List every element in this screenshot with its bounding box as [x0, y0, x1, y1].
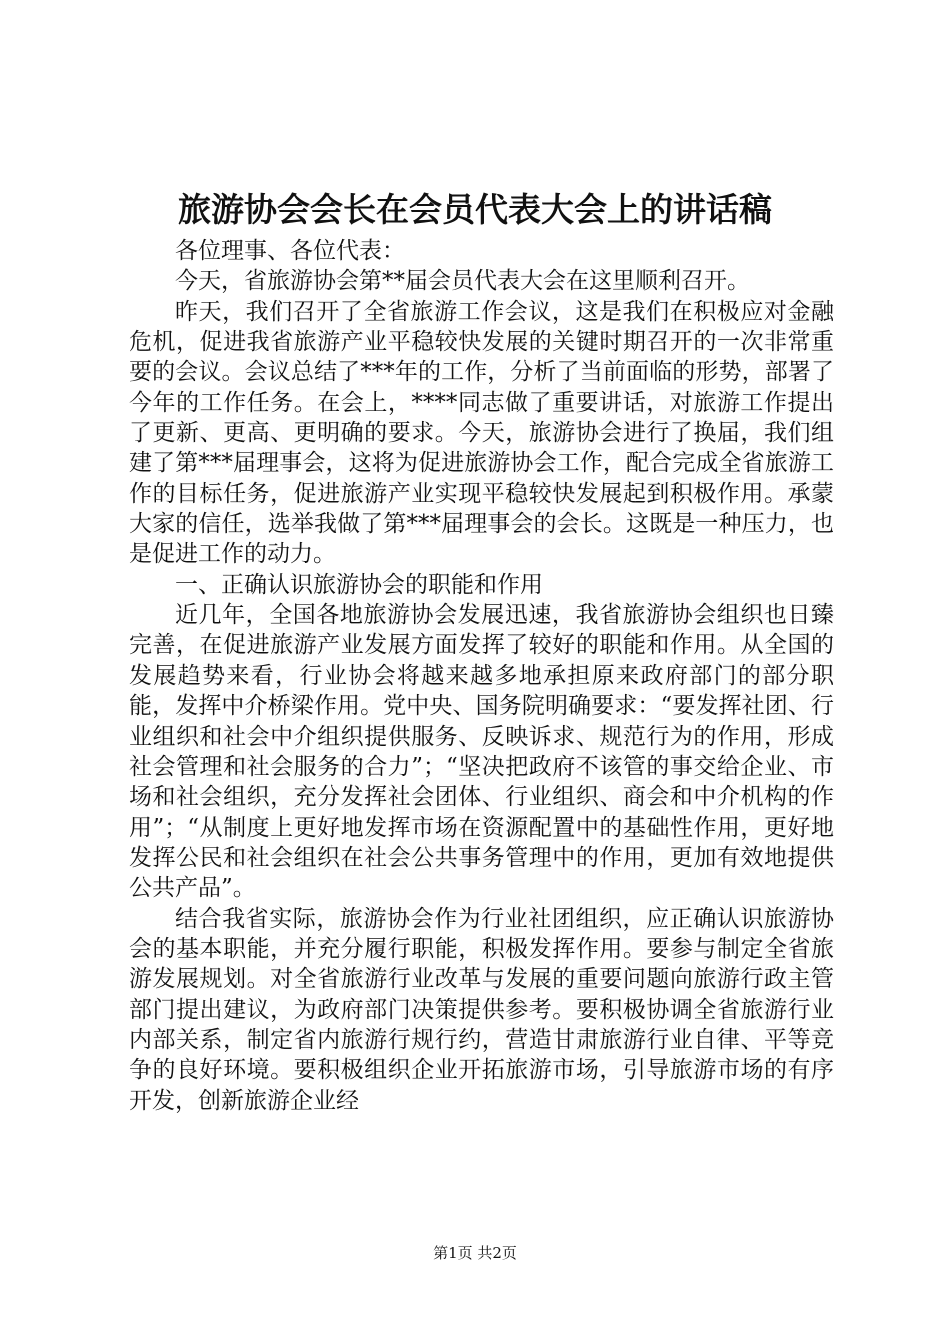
section-heading: 一、正确认识旅游协会的职能和作用: [175, 571, 543, 598]
page-number-footer: 第1页 共2页: [433, 1244, 517, 1262]
salutation-paragraph: 各位理事、各位代表：: [175, 238, 405, 264]
body-paragraph: 近几年，全国各地旅游协会发展迅速，我省旅游协会组织也日臻完善，在促进旅游产业发展方面发挥了较好的职能和作用。从全国的发展趋势来看，行业协会将越来越多地承担原来政府部门的部分职能，发挥中介桥梁作用。党中央、国务院明确要求：“要发挥社团、行业组织和社会中介组织提供服务、反映诉求、规范行为的作用，形成社会管理和社会服务的合力”；“坚决把政府不该管的事交给企业、市场和社会组织，充分发挥社会团体、行业组织、商会和中介机构的作用”；“从制度上更好地发挥市场在资源配置中的基础性作用，更好地发挥公民和社会组织在社会公共事务管理中的作用，更加有效地提供公共产品”。: [129, 602, 834, 902]
body-paragraph: 昨天，我们召开了全省旅游工作会议，这是我们在积极应对金融危机，促进我省旅游产业平稳较快发展的关键时期召开的一次非常重要的会议。会议总结了***年的工作，分析了当前面临的形势，部署了今年的工作任务。在会上，****同志做了重要讲话，对旅游工作提出了更新、更高、更明确的要求。今天，旅游协会进行了换届，我们组建了第***届理事会，这将为促进旅游协会工作，配合完成全省旅游工作的目标任务，促进旅游产业实现平稳较快发展起到积极作用。承蒙大家的信任，选举我做了第***届理事会的会长。这既是一种压力，也是促进工作的动力。: [129, 298, 834, 568]
document-title: 旅游协会会长在会员代表大会上的讲话稿: [178, 190, 772, 229]
body-paragraph: 结合我省实际，旅游协会作为行业社团组织，应正确认识旅游协会的基本职能，并充分履行职能，积极发挥作用。要参与制定全省旅游发展规划。对全省旅游行业改革与发展的重要问题向旅游行政主管部门提出建议，为政府部门决策提供参考。要积极协调全省旅游行业内部关系，制定省内旅游行规行约，营造甘肃旅游行业自律、平等竞争的良好环境。要积极组织企业开拓旅游市场，引导旅游市场的有序开发，创新旅游企业经: [129, 905, 834, 1114]
opening-paragraph: 今天，省旅游协会第**届会员代表大会在这里顺利召开。: [175, 268, 750, 295]
document-body: [129, 236, 834, 1116]
